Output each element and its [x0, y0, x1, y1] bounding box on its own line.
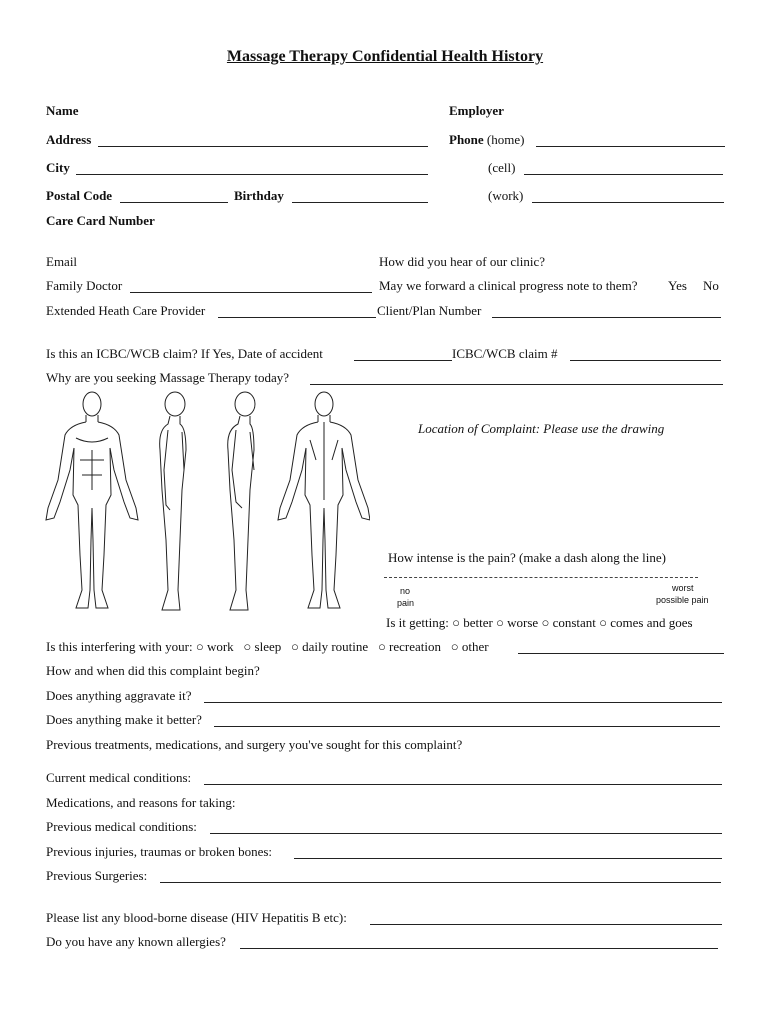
care-card-label: Care Card Number — [46, 213, 155, 228]
began-label: How and when did this complaint begin? — [46, 663, 260, 678]
no-pain-label-1: no — [400, 586, 411, 596]
radio-icon[interactable]: ○ — [450, 639, 459, 654]
client-plan-label: Client/Plan Number — [377, 303, 482, 318]
option-better[interactable]: better — [463, 615, 493, 630]
city-field[interactable] — [76, 174, 428, 175]
better-field[interactable] — [214, 726, 720, 727]
current-conditions-label: Current medical conditions: — [46, 770, 192, 785]
extended-label: Extended Heath Care Provider — [46, 303, 206, 318]
worst-pain-label-2: possible pain — [656, 595, 709, 605]
pain-scale-line[interactable] — [384, 577, 698, 578]
email-label: Email — [46, 254, 78, 269]
name-label: Name — [46, 103, 79, 118]
interfering-label: Is this interfering with your: — [46, 639, 193, 654]
hear-label: How did you hear of our clinic? — [379, 254, 546, 269]
option-work[interactable]: work — [206, 639, 234, 654]
option-other[interactable]: other — [461, 639, 489, 654]
family-doctor-field[interactable] — [130, 292, 372, 293]
option-worse[interactable]: worse — [507, 615, 539, 630]
better-label: Does anything make it better? — [46, 712, 202, 727]
body-side-figure-left — [160, 392, 186, 610]
no-option[interactable]: No — [703, 278, 719, 293]
radio-icon[interactable]: ○ — [195, 639, 204, 654]
phone-label: Phone — [449, 132, 484, 147]
radio-icon[interactable]: ○ — [541, 615, 550, 630]
radio-icon[interactable]: ○ — [377, 639, 386, 654]
family-doctor-label: Family Doctor — [46, 278, 123, 293]
interfering-row — [46, 639, 489, 655]
body-side-figure-right — [228, 392, 255, 610]
previous-conditions-field[interactable] — [210, 833, 722, 834]
aggravate-label: Does anything aggravate it? — [46, 688, 192, 703]
location-label: Location of Complaint: Please use the drawing — [418, 421, 665, 436]
radio-icon[interactable]: ○ — [452, 615, 460, 630]
phone-work-label: (work) — [488, 188, 524, 203]
option-comes-and-goes[interactable]: comes and goes — [610, 615, 693, 630]
bloodborne-label: Please list any blood-borne disease (HIV Hepatitis B etc): — [46, 910, 347, 925]
surgeries-field[interactable] — [160, 882, 721, 883]
medications-label: Medications, and reasons for taking: — [46, 795, 236, 810]
phone-home-field[interactable] — [536, 146, 725, 147]
icbc-num-label: ICBC/WCB claim # — [452, 346, 558, 361]
birthday-label: Birthday — [234, 188, 284, 203]
extended-field[interactable] — [218, 317, 376, 318]
radio-icon[interactable]: ○ — [243, 639, 252, 654]
forward-label: May we forward a clinical progress note to them? — [379, 278, 638, 293]
surgeries-label: Previous Surgeries: — [46, 868, 148, 883]
phone-work-field[interactable] — [532, 202, 724, 203]
allergies-label: Do you have any known allergies? — [46, 934, 226, 949]
body-back-figure — [278, 392, 370, 608]
getting-row — [386, 615, 693, 631]
body-front-figure — [46, 392, 138, 608]
radio-icon[interactable]: ○ — [599, 615, 607, 630]
why-label: Why are you seeking Massage Therapy today? — [46, 370, 290, 385]
why-field[interactable] — [310, 384, 723, 385]
birthday-field[interactable] — [292, 202, 428, 203]
option-constant[interactable]: constant — [552, 615, 596, 630]
radio-icon[interactable]: ○ — [496, 615, 504, 630]
address-field[interactable] — [98, 146, 428, 147]
phone-home-label — [449, 132, 524, 148]
aggravate-field[interactable] — [204, 702, 722, 703]
worst-pain-label-1: worst — [672, 583, 694, 593]
employer-label: Employer — [449, 103, 504, 118]
option-daily-routine[interactable]: daily routine — [302, 639, 369, 654]
postal-code-label: Postal Code — [46, 188, 113, 203]
city-label: City — [46, 160, 70, 175]
no-pain-label-2: pain — [397, 598, 415, 608]
allergies-field[interactable] — [240, 948, 718, 949]
radio-icon[interactable]: ○ — [291, 639, 299, 654]
current-conditions-field[interactable] — [204, 784, 722, 785]
yes-option[interactable]: Yes — [668, 278, 687, 293]
option-sleep[interactable]: sleep — [254, 639, 282, 654]
bloodborne-field[interactable] — [370, 924, 722, 925]
previous-conditions-label: Previous medical conditions: — [46, 819, 197, 834]
icbc-label: Is this an ICBC/WCB claim? If Yes, Date of accident — [46, 346, 323, 361]
intensity-label: How intense is the pain? (make a dash along the line) — [388, 550, 666, 565]
phone-cell-field[interactable] — [524, 174, 723, 175]
postal-code-field[interactable] — [120, 202, 228, 203]
page-title: Massage Therapy Confidential Health History — [226, 48, 544, 65]
treatments-label: Previous treatments, medications, and surgery you've sought for this complaint? — [46, 737, 463, 752]
client-plan-field[interactable] — [492, 317, 721, 318]
option-recreation[interactable]: recreation — [389, 639, 442, 654]
other-field[interactable] — [518, 653, 724, 654]
icbc-num-field[interactable] — [570, 360, 721, 361]
getting-label: Is it getting: — [386, 615, 449, 630]
phone-home-text: (home) — [486, 132, 525, 147]
injuries-label: Previous injuries, traumas or broken bones: — [46, 844, 273, 859]
injuries-field[interactable] — [294, 858, 722, 859]
phone-cell-label: (cell) — [488, 160, 516, 175]
address-label: Address — [46, 132, 92, 147]
accident-date-field[interactable] — [354, 360, 452, 361]
body-diagram[interactable] — [40, 390, 370, 622]
